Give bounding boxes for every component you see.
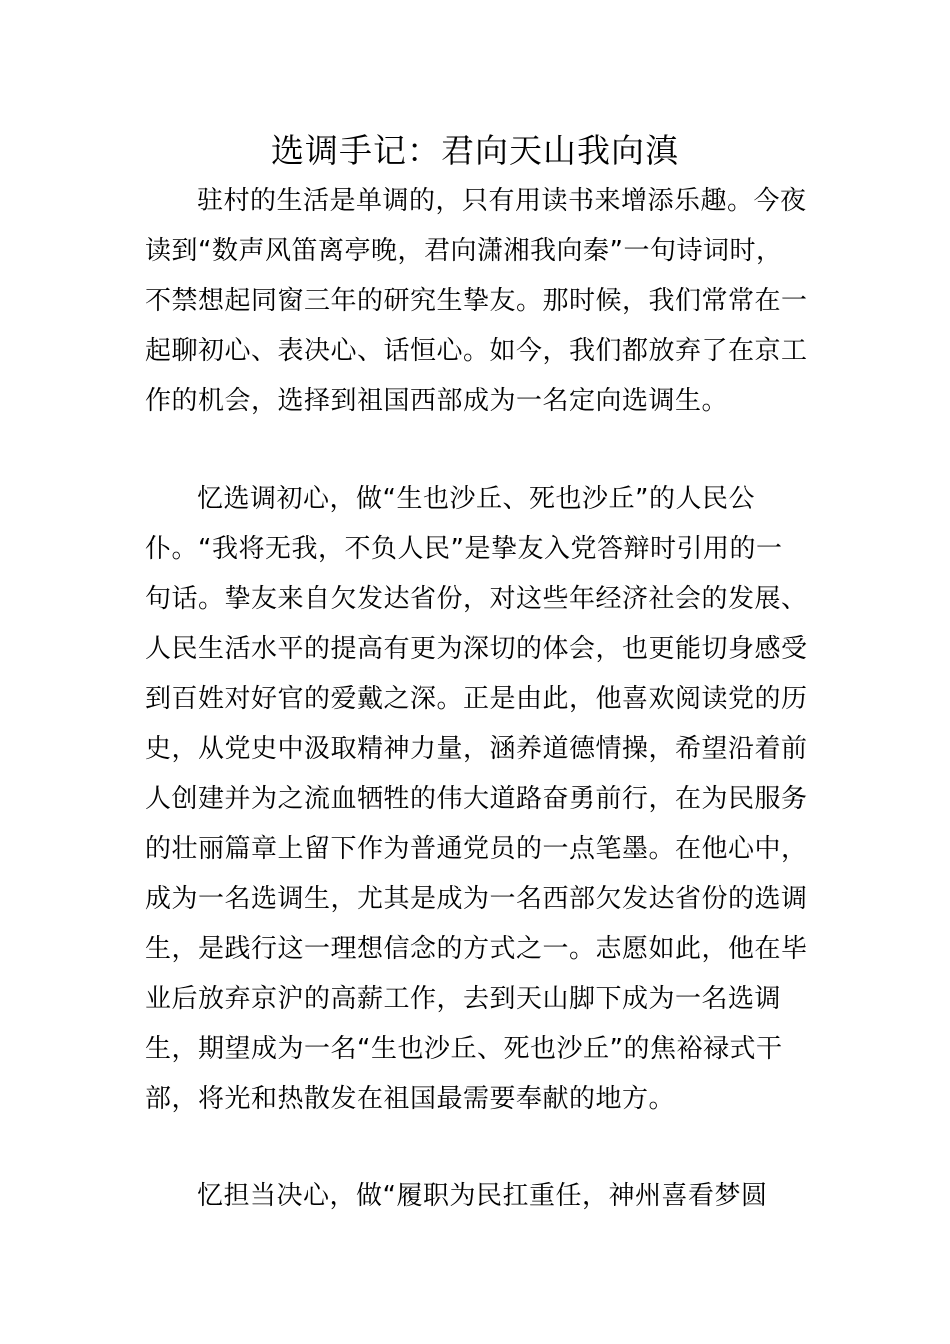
paragraph-line: 仆。“我将无我，不负人民”是挚友入党答辩时引用的一: [145, 534, 783, 564]
paragraph-line: 不禁想起同窗三年的研究生挚友。那时候，我们常常在一: [145, 286, 808, 316]
paragraph-line: 成为一名选调生，尤其是成为一名西部欠发达省份的选调: [145, 884, 808, 914]
document-title: 选调手记：君向天山我向滇: [271, 131, 679, 170]
paragraph-line: 的壮丽篇章上留下作为普通党员的一点笔墨。在他心中，: [145, 834, 808, 864]
paragraph-line: 部，将光和热散发在祖国最需要奉献的地方。: [145, 1084, 676, 1114]
paragraph-line: 读到“数声风笛离亭晚，君向潇湘我向秦”一句诗词时，: [145, 236, 783, 266]
paragraph-line: 史，从党史中汲取精神力量，涵养道德情操，希望沿着前: [145, 734, 808, 764]
paragraph-line: 人民生活水平的提高有更为深切的体会，也更能切身感受: [145, 634, 808, 664]
paragraph-line: 生，是践行这一理想信念的方式之一。志愿如此，他在毕: [145, 934, 808, 964]
paragraph-line: 忆担当决心，做“履职为民扛重任，神州喜看梦圆: [197, 1181, 768, 1211]
paragraph-line: 到百姓对好官的爱戴之深。正是由此，他喜欢阅读党的历: [145, 684, 808, 714]
paragraph-3: [145, 1171, 807, 1221]
paragraph-line: 业后放弃京沪的高薪工作，去到天山脚下成为一名选调: [145, 984, 782, 1014]
paragraph-line: 起聊初心、表决心、话恒心。如今，我们都放弃了在京工: [145, 336, 808, 366]
paragraph-line: 生，期望成为一名“生也沙丘、死也沙丘”的焦裕禄式干: [145, 1034, 783, 1064]
paragraph-line: 人创建并为之流血牺牲的伟大道路奋勇前行，在为民服务: [145, 784, 808, 814]
paragraph-line: 忆选调初心，做“生也沙丘、死也沙丘”的人民公: [197, 484, 755, 514]
paragraph-1: [145, 176, 807, 426]
paragraph-2: [145, 474, 807, 1124]
paragraph-line: 作的机会，选择到祖国西部成为一名定向选调生。: [145, 386, 729, 416]
paragraph-line: 驻村的生活是单调的，只有用读书来增添乐趣。今夜: [197, 186, 807, 216]
paragraph-line: 句话。挚友来自欠发达省份，对这些年经济社会的发展、: [145, 584, 808, 614]
